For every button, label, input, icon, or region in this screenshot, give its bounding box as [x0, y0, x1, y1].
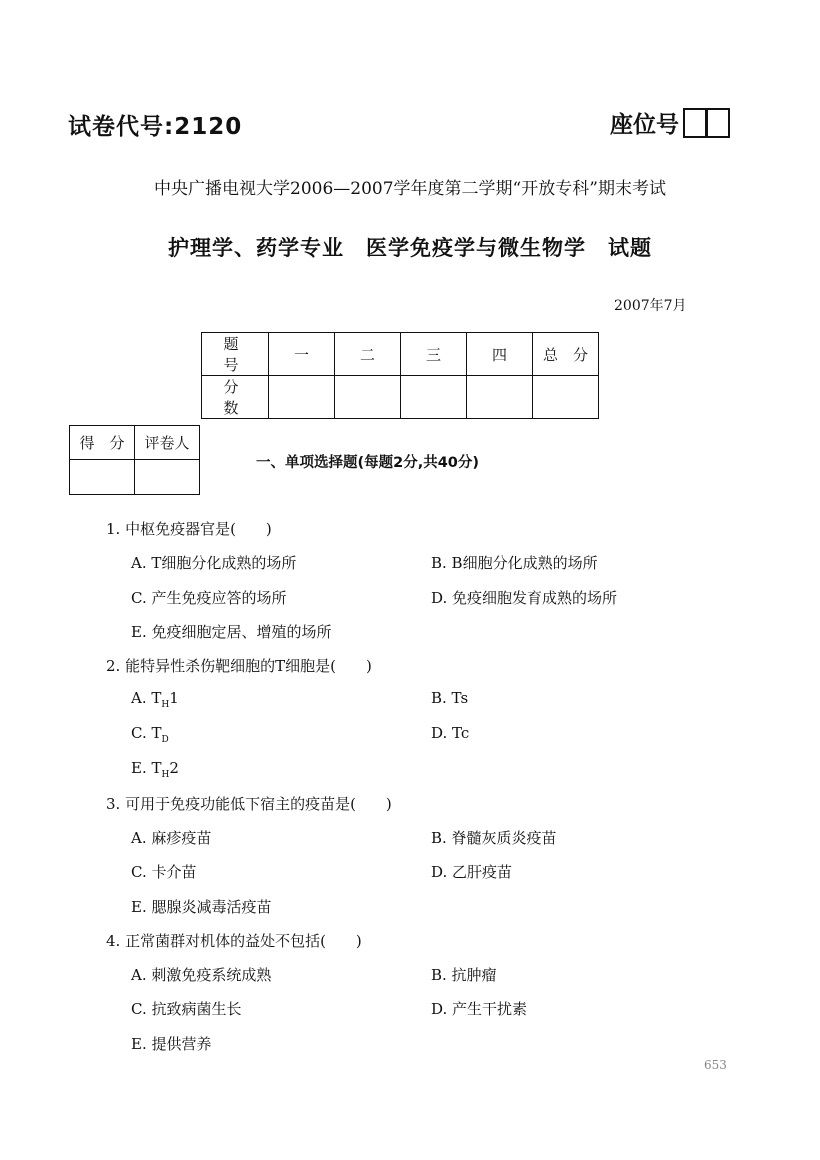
grader-table-grader-label: 评卷人 — [135, 426, 200, 460]
score-table-header-row — [202, 333, 599, 376]
question-option: E. 免疫细胞定居、增殖的场所 — [131, 623, 332, 641]
question-option: B. 脊髓灰质炎疫苗 — [431, 829, 557, 847]
seat-number-label: 座位号 — [610, 112, 679, 138]
question-option: A. 麻疹疫苗 — [131, 829, 212, 847]
question-option: A. 刺激免疫系统成熟 — [131, 966, 272, 984]
paper-code: 试卷代号:2120 — [68, 114, 243, 140]
score-table-cell: 四 — [467, 333, 533, 376]
question-option: B. Ts — [431, 689, 469, 707]
question-stem: 3. 可用于免疫功能低下宿主的疫苗是( ) — [106, 795, 392, 813]
grader-name-cell — [135, 460, 200, 495]
question-option: E. 提供营养 — [131, 1035, 212, 1053]
question-option: D. 免疫细胞发育成熟的场所 — [431, 589, 618, 607]
question-option: C. 卡介苗 — [131, 863, 197, 881]
question-stem: 4. 正常菌群对机体的益处不包括( ) — [106, 932, 362, 950]
question-stem: 1. 中枢免疫器官是( ) — [106, 520, 272, 538]
question-option: E. $T_H2$ — [131, 759, 179, 780]
page-number: 653 — [704, 1058, 727, 1072]
seat-number — [610, 106, 730, 139]
question-option: D. 乙肝疫苗 — [431, 863, 513, 881]
score-table-cell: 分 数 — [202, 376, 269, 419]
score-table — [201, 332, 599, 419]
score-table-score-row — [202, 376, 599, 419]
question-option: A. $T_H1$ — [131, 689, 179, 710]
exam-header-line: 中央广播电视大学2006—2007学年度第二学期“开放专科”期末考试 — [154, 179, 666, 199]
question-option: D. 产生干扰素 — [431, 1000, 528, 1018]
question-option: C. 抗致病菌生长 — [131, 1000, 242, 1018]
score-table-cell: 一 — [269, 333, 335, 376]
question-option: B. B细胞分化成熟的场所 — [431, 554, 598, 572]
question-stem: 2. 能特异性杀伤靶细胞的T细胞是( ) — [106, 657, 372, 675]
grader-score-cell — [70, 460, 135, 495]
section-title: 一、单项选择题(每题2分,共40分) — [256, 455, 480, 471]
seat-number-box — [683, 108, 707, 138]
grader-table-score-label: 得 分 — [70, 426, 135, 460]
question-option: C. $T_D$ — [131, 724, 169, 745]
question-option: C. 产生免疫应答的场所 — [131, 589, 287, 607]
score-entry-cell — [467, 376, 533, 419]
question-option: D. Tc — [431, 724, 470, 742]
question-option: E. 腮腺炎减毒活疫苗 — [131, 898, 272, 916]
question-option: A. T细胞分化成熟的场所 — [131, 554, 297, 572]
exam-date: 2007年7月 — [614, 298, 687, 314]
score-table-cell: 二 — [335, 333, 401, 376]
score-entry-cell — [269, 376, 335, 419]
score-entry-cell — [335, 376, 401, 419]
seat-number-box — [706, 108, 730, 138]
score-table-cell: 三 — [401, 333, 467, 376]
score-table-cell: 总 分 — [533, 333, 599, 376]
exam-title: 护理学、药学专业 医学免疫学与微生物学 试题 — [168, 236, 652, 260]
score-table-cell: 题 号 — [202, 333, 269, 376]
grader-table — [69, 425, 200, 495]
question-option: B. 抗肿瘤 — [431, 966, 497, 984]
score-entry-cell — [533, 376, 599, 419]
score-entry-cell — [401, 376, 467, 419]
